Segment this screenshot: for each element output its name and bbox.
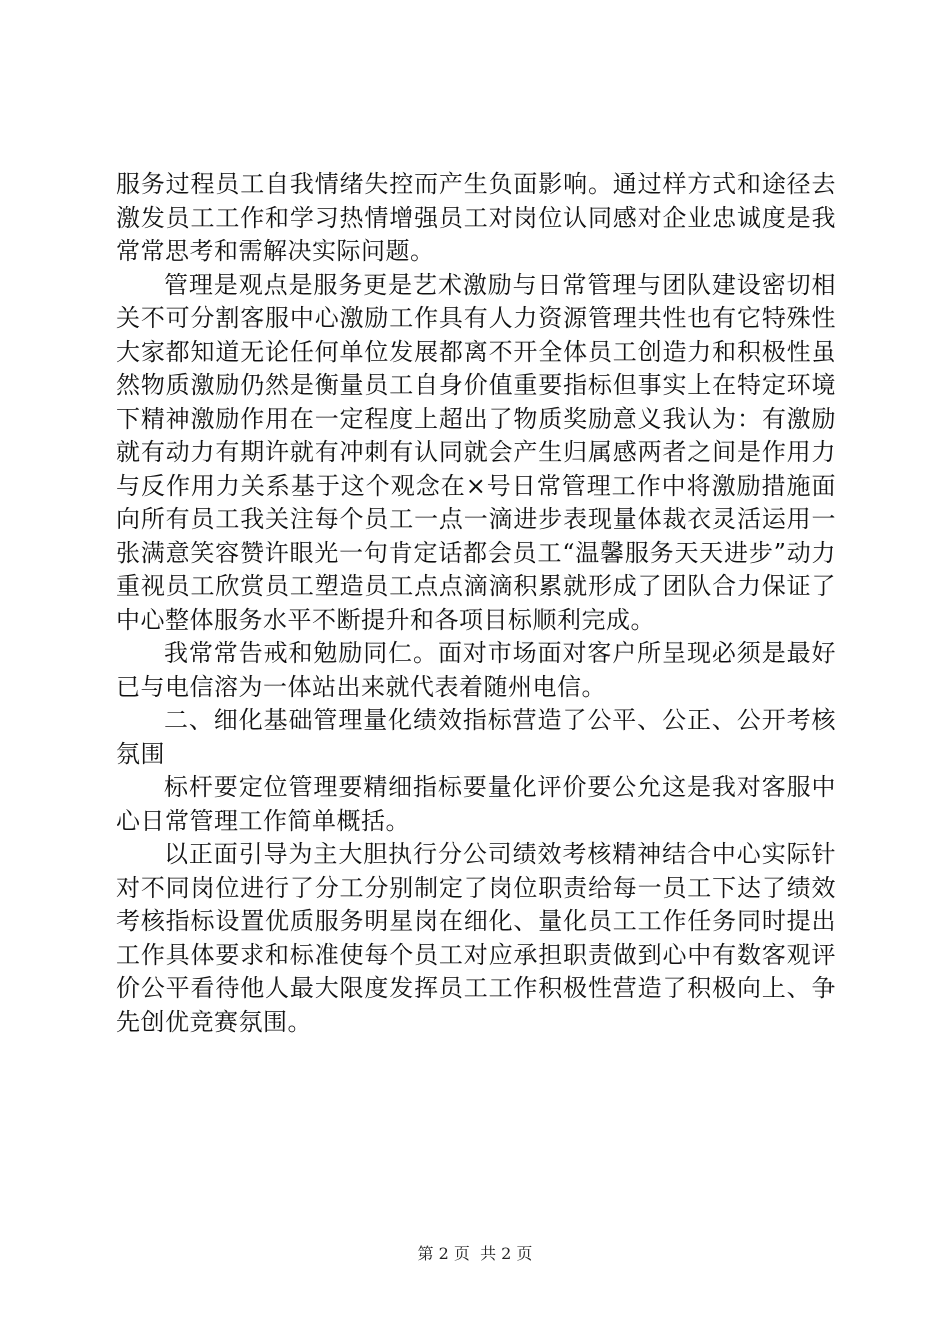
paragraph-4: 标杆要定位管理要精细指标要量化评价要公允这是我对客服中心日常管理工作简单概括。 [116, 773, 836, 835]
document-body [116, 168, 836, 1039]
paragraph-1: 服务过程员工自我情绪失控而产生负面影响。通过样方式和途径去激发员工工作和学习热情增强员工对岗位认同感对企业忠诚度是我常常思考和需解决实际问题。 [116, 170, 836, 265]
paragraph-5: 以正面引导为主大胆执行分公司绩效考核精神结合中心实际针对不同岗位进行了分工分别制定了岗位职责给每一员工下达了绩效考核指标设置优质服务明星岗在细化、量化员工工作任务同时提出工作具体要求和标准使每个员工对应承担职责做到心中有数客观评价公平看待他人最大限度发挥员工工作积极性营造了积极向上、争先创优竞赛氛围。 [116, 840, 836, 1036]
page-footer: 第 2 页 共 2 页 [417, 1244, 533, 1263]
paragraph-3: 我常常告戒和勉励同仁。面对市场面对客户所呈现必须是最好已与电信溶为一体站出来就代表着随州电信。 [116, 639, 836, 701]
section-heading: 二、细化基础管理量化绩效指标营造了公平、公正、公开考核氛围 [116, 706, 836, 768]
paragraph-2: 管理是观点是服务更是艺术激励与日常管理与团队建设密切相关不可分割客服中心激励工作具有人力资源管理共性也有它特殊性大家都知道无论任何单位发展都离不开全体员工创造力和积极性虽然物质激励仍然是衡量员工自身价值重要指标但事实上在特定环境下精神激励作用在一定程度上超出了物质奖励意义我认为：有激励就有动力有期许就有冲刺有认同就会产生归属感两者之间是作用力与反作用力关系基于这个观念在×号日常管理工作中将激励措施面向所有员工我关注每个员工一点一滴进步表现量体裁衣灵活运用一张满意笑容赞许眼光一句肯定话都会员工“温馨服务天天进步”动力重视员工欣赏员工塑造员工点点滴滴积累就形成了团队合力保证了中心整体服务水平不断提升和各项目标顺利完成。 [116, 270, 836, 634]
